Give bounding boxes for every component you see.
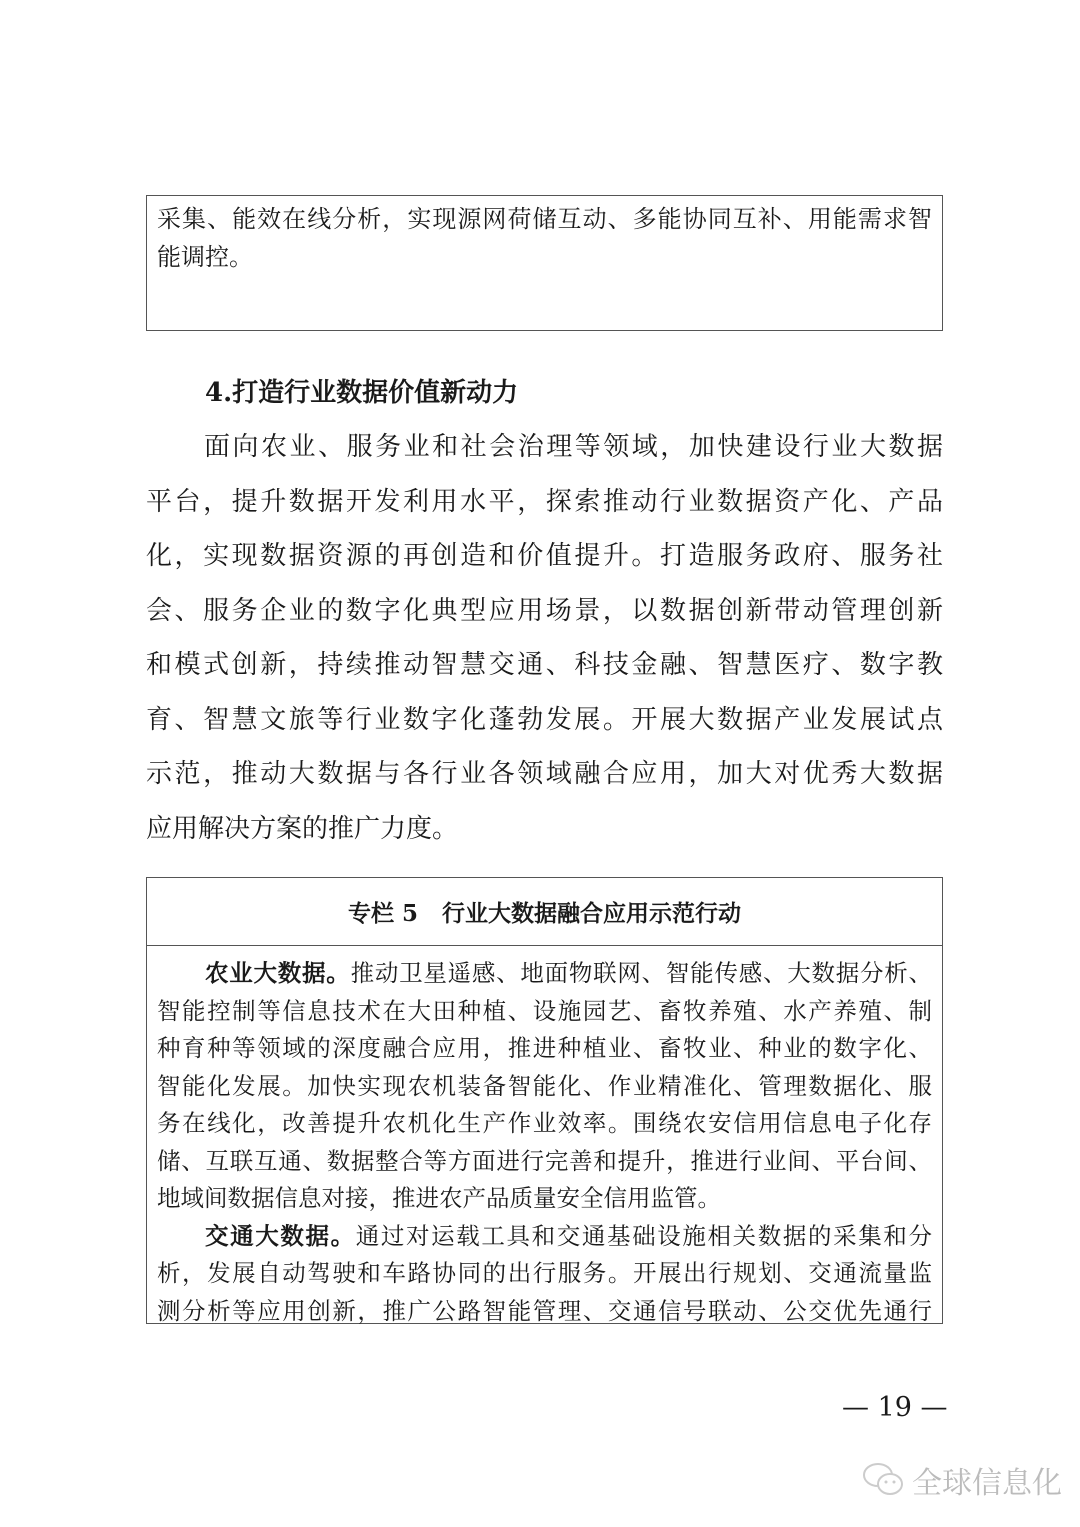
paragraph-line: 示范，推动大数据与各行业各领域融合应用，加大对优秀大数据 <box>146 759 943 789</box>
box-line-text: 推动卫星遥感、地面物联网、智能传感、大数据分析、 <box>350 959 933 987</box>
body-paragraph <box>146 420 943 856</box>
section-heading: 4.打造行业数据价值新动力 <box>205 378 519 408</box>
paragraph-line: 和模式创新，持续推动智慧交通、科技金融、智慧医疗、数字教 <box>146 650 943 680</box>
box-line: 能调控。 <box>157 243 253 271</box>
column-title: 行业大数据融合应用示范行动 <box>442 900 741 927</box>
column-header <box>147 878 942 946</box>
paragraph-line: 应用解决方案的推广力度。 <box>146 813 459 844</box>
column-label: 专栏 5 <box>347 900 418 927</box>
box-line: 测分析等应用创新，推广公路智能管理、交通信号联动、公交优先通行 <box>157 1296 932 1325</box>
box-line-text: 通过对运载工具和交通基础设施相关数据的采集和分 <box>355 1221 932 1250</box>
paragraph-line: 会、服务企业的数字化典型应用场景，以数据创新带动管理创新 <box>146 595 943 626</box>
watermark-text: 全球信息化 <box>912 1466 1062 1501</box>
column-box <box>146 877 943 1324</box>
box-line: 智能控制等信息技术在大田种植、设施园艺、畜牧养殖、水产养殖、制 <box>157 996 932 1025</box>
box-line: 务在线化，改善提升农机化生产作业效率。围绕农安信用信息电子化存 <box>157 1109 932 1137</box>
box-line: 种育种等领域的深度融合应用，推进种植业、畜牧业、种业的数字化、 <box>157 1034 932 1062</box>
paragraph-line: 平台，提升数据开发利用水平，探索推动行业数据资产化、产品 <box>146 486 943 517</box>
paragraph-line: 化，实现数据资源的再创造和价值提升。打造服务政府、服务社 <box>146 541 943 571</box>
agri-term: 农业大数据。 <box>205 959 351 987</box>
watermark <box>862 1458 1062 1502</box>
box-line: 智能化发展。加快实现农机装备智能化、作业精准化、管理数据化、服 <box>157 1071 932 1100</box>
paragraph-line: 育、智慧文旅等行业数字化蓬勃发展。开展大数据产业发展试点 <box>146 704 943 735</box>
box-line <box>157 955 932 993</box>
box-line <box>157 1218 932 1256</box>
box-line: 采集、能效在线分析，实现源网荷储互动、多能协同互补、用能需求智 <box>157 205 932 233</box>
box-line: 储、互联互通、数据整合等方面进行完善和提升，推进行业间、平台间、 <box>157 1146 932 1175</box>
continued-text-box <box>146 195 943 331</box>
traffic-term: 交通大数据。 <box>205 1221 356 1250</box>
wechat-icon <box>862 1460 906 1500</box>
paragraph-line: 面向农业、服务业和社会治理等领域，加快建设行业大数据 <box>204 432 943 462</box>
box-line: 析，发展自动驾驶和车路协同的出行服务。开展出行规划、交通流量监 <box>157 1259 932 1287</box>
page-number: — 19 — <box>842 1392 948 1423</box>
box-line: 地域间数据信息对接，推进农产品质量安全信用监管。 <box>157 1184 721 1212</box>
